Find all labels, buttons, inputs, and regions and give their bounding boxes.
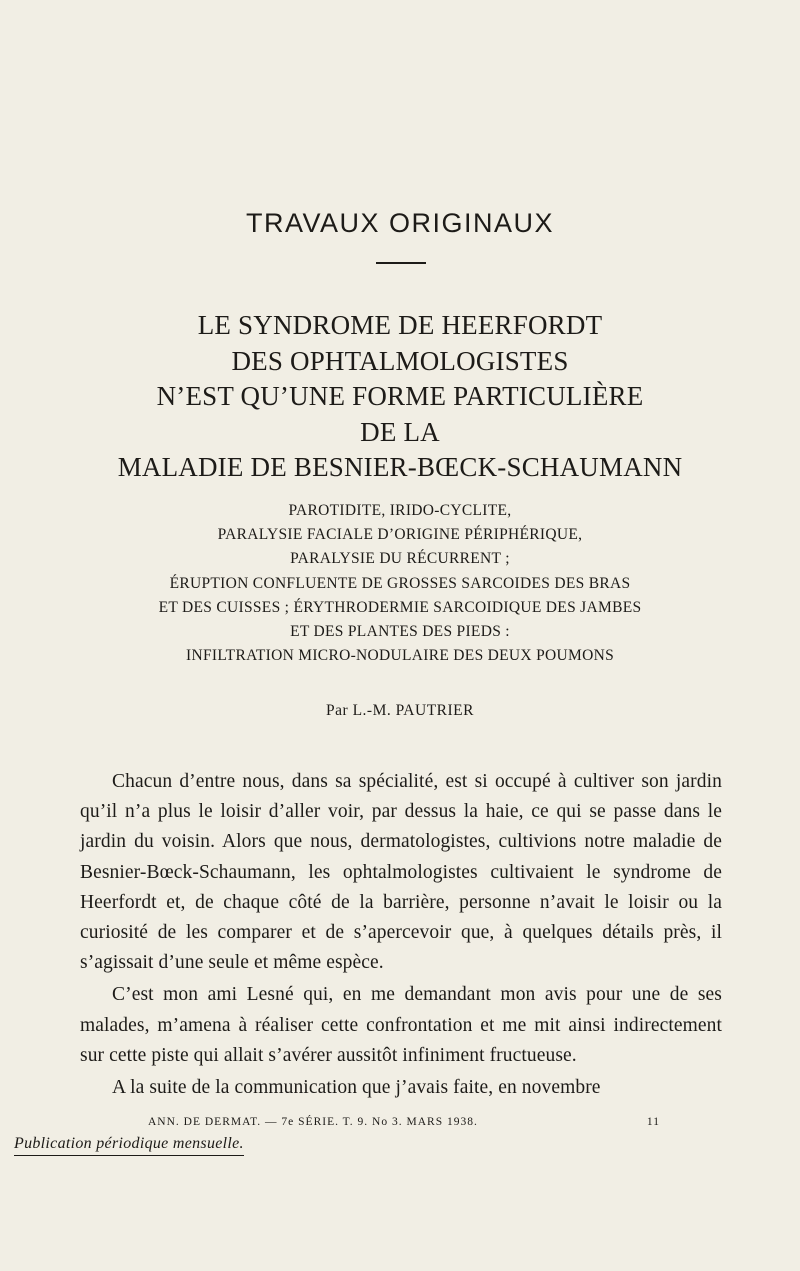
article-body: [80, 767, 722, 1103]
body-paragraph: C’est mon ami Lesné qui, en me demandant mon avis pour une de ses malades, m’amena à réaliser cette confrontation et me mit ainsi indirectement sur cette piste qui allait s’avérer aussitôt infiniment fructueuse.: [80, 984, 722, 1066]
author-byline: Par L.-M. PAUTRIER: [326, 702, 474, 719]
page-footer: [148, 1116, 660, 1128]
article-title: [0, 308, 800, 486]
article-subtitle: [0, 499, 800, 668]
subtitle-line: INFILTRATION MICRO-NODULAIRE DES DEUX POUMONS: [186, 647, 614, 665]
subtitle-line: ET DES PLANTES DES PIEDS :: [290, 623, 510, 641]
subtitle-line: ET DES CUISSES ; ÉRYTHRODERMIE SARCOIDIQUE DES JAMBES: [158, 598, 642, 616]
subtitle-line: PARALYSIE FACIALE D’ORIGINE PÉRIPHÉRIQUE,: [217, 526, 583, 544]
body-paragraph: A la suite de la communication que j’avais faite, en novembre: [112, 1077, 601, 1099]
section-heading: TRAVAUX ORIGINAUX: [245, 208, 555, 238]
publication-note: Publication périodique mensuelle.: [14, 1135, 244, 1156]
page-number: 11: [646, 1116, 660, 1128]
body-paragraph: Chacun d’entre nous, dans sa spécialité, est si occupé à cultiver son jardin qu’il n’a plus le loisir d’aller voir, par dessus la haie, ce qui se passe dans le jardin du voisin. Alors que nous, dermatologistes, cultivions notre maladie de Besnier-Bœck-Schaumann, les ophtalmologistes cultivaient le syndrome de Heerfordt et, de chaque côté de la barrière, personne n’avait le loisir ou la curiosité de les comparer et de s’apercevoir que, à quelques détails près, il s’agissait d’une seule et même espèce.: [80, 771, 722, 974]
subtitle-line: ÉRUPTION CONFLUENTE DE GROSSES SARCOIDES DES BRAS: [169, 574, 631, 592]
title-line: MALADIE DE BESNIER-BŒCK-SCHAUMANN: [117, 452, 683, 482]
heading-divider: [376, 262, 426, 264]
title-line: LE SYNDROME DE HEERFORDT: [197, 310, 603, 340]
subtitle-line: PAROTIDITE, IRIDO-CYCLITE,: [288, 502, 512, 519]
title-line: N’EST QU’UNE FORME PARTICULIÈRE: [156, 381, 644, 411]
journal-citation: ANN. DE DERMAT. — 7e SÉRIE. T. 9. No 3. MARS 1938.: [148, 1116, 478, 1128]
subtitle-line: PARALYSIE DU RÉCURRENT ;: [290, 550, 510, 568]
title-line: DE LA: [360, 416, 440, 447]
title-line: DES OPHTALMOLOGISTES: [231, 345, 569, 376]
